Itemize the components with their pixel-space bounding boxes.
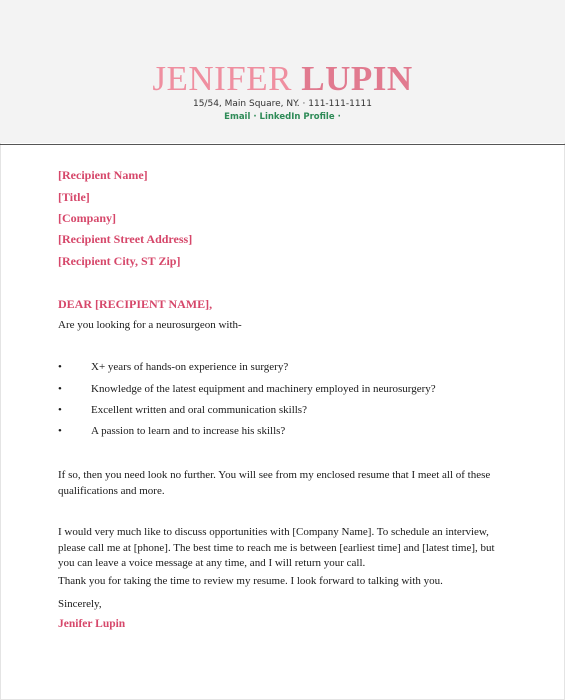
linkedin-link[interactable]: LinkedIn Profile: [259, 112, 335, 122]
recipient-street: [Recipient Street Address]: [58, 232, 193, 246]
link-separator-trailing: ·: [334, 112, 341, 122]
bullet-text: A passion to learn and to increase his skills?: [91, 425, 286, 437]
link-separator: ·: [250, 112, 260, 122]
salutation: DEAR [RECIPIENT NAME],: [58, 297, 213, 311]
letterhead: [0, 0, 565, 143]
bullet-text: Excellent written and oral communication skills?: [91, 404, 307, 416]
intro-line: Are you looking for a neurosurgeon with-: [58, 319, 242, 331]
recipient-city: [Recipient City, ST Zip]: [58, 254, 181, 268]
body-paragraph-3: Thank you for taking the time to review my resume. I look forward to talking with you.: [58, 575, 443, 587]
bullet-icon: •: [58, 404, 62, 416]
bullet-icon: •: [58, 383, 62, 395]
applicant-name: [0, 58, 565, 100]
signature: Jenifer Lupin: [58, 618, 126, 630]
bullet-icon: •: [58, 425, 62, 437]
recipient-title: [Title]: [58, 190, 90, 204]
recipient-company: [Company]: [58, 211, 117, 225]
contact-info: 15/54, Main Square, NY. · 111-111-1111: [192, 99, 372, 109]
contact-links: [0, 112, 565, 122]
closing: Sincerely,: [58, 598, 102, 610]
recipient-name: [Recipient Name]: [58, 168, 148, 182]
bullet-text: X+ years of hands-on experience in surgery?: [91, 361, 289, 373]
body-paragraph-2: I would very much like to discuss opportunities with [Company Name]. To schedule an interview, please call me at [phone]. The best time to reach me is between [earliest time] and [latest time], but you can leave a voice message at any time, and I will return your call.: [58, 526, 495, 569]
bullet-icon: •: [58, 361, 62, 373]
last-name: LUPIN: [301, 59, 413, 98]
bullet-text: Knowledge of the latest equipment and machinery employed in neurosurgery?: [91, 383, 436, 395]
header-divider: [0, 144, 565, 145]
email-link[interactable]: Email: [224, 112, 251, 122]
body-paragraph-1: If so, then you need look no further. You will see from my enclosed resume that I meet all of these qualifications and more.: [58, 469, 491, 497]
first-name: JENIFER: [152, 59, 292, 98]
